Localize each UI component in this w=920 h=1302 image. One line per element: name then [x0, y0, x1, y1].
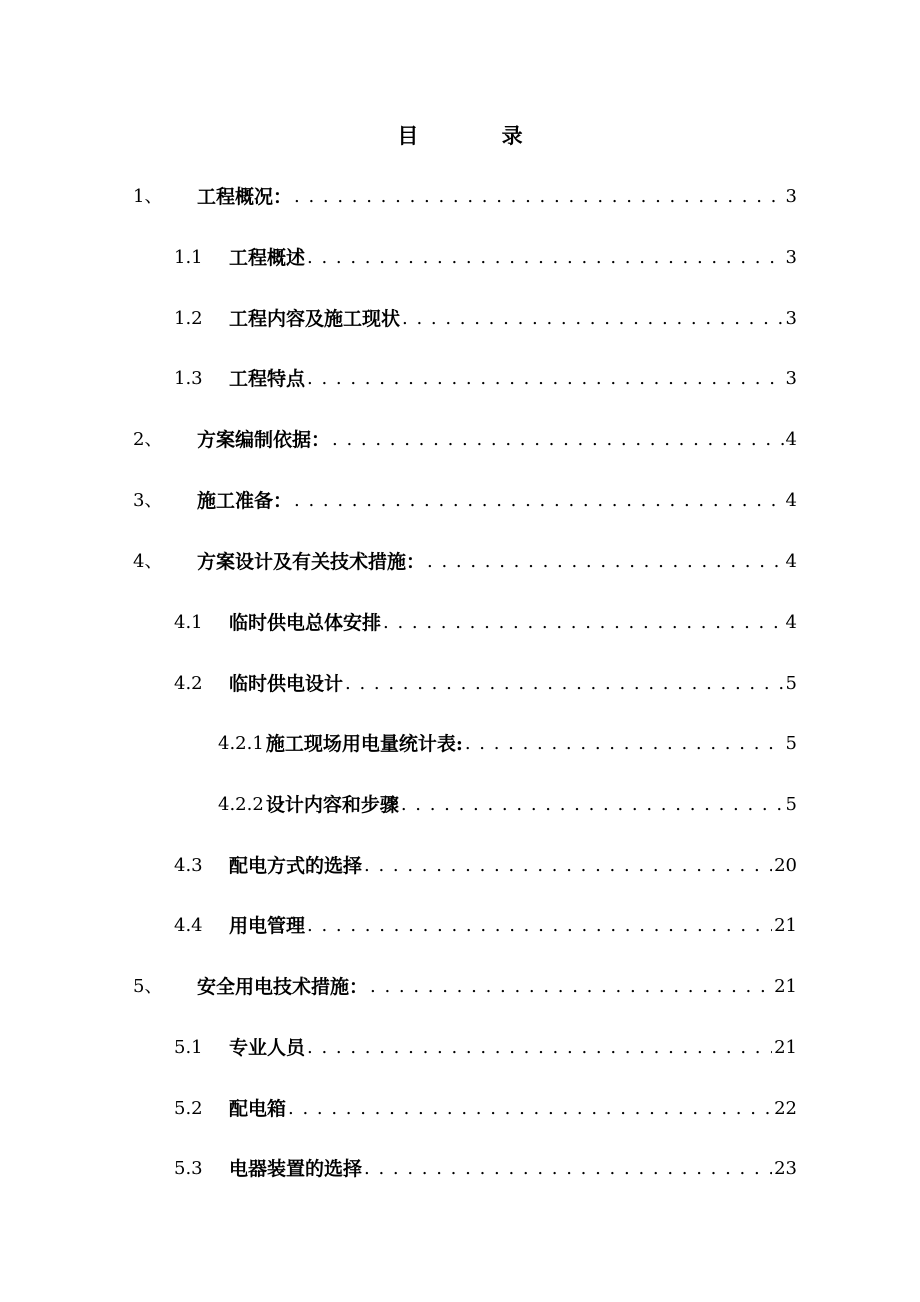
toc-entry-1-3[interactable]: [174, 362, 797, 396]
toc-dot-leader: [307, 909, 772, 943]
toc-entry-5-1[interactable]: [174, 1031, 797, 1065]
toc-entry-4[interactable]: [133, 545, 797, 579]
toc-entry-1-1[interactable]: [174, 241, 797, 275]
toc-page-number: 21: [774, 1037, 797, 1058]
toc-dot-leader: [307, 1031, 772, 1065]
toc-entry-title: 工程概述: [229, 247, 306, 269]
toc-entry-number: 4、: [133, 551, 163, 572]
toc-dot-leader: [294, 180, 784, 214]
toc-dot-leader: [383, 606, 784, 640]
toc-entry-number: 4.3: [174, 855, 203, 876]
toc-dot-leader: [332, 423, 784, 457]
toc-entry-title: 施工现场用电量统计表:: [265, 733, 463, 755]
toc-entry-number: 4.2: [174, 673, 203, 694]
toc-dot-leader: [364, 849, 772, 883]
toc-dot-leader: [307, 362, 784, 396]
toc-entry-4-1[interactable]: [174, 606, 797, 640]
toc-dot-leader: [402, 302, 784, 336]
toc-entry-5[interactable]: [133, 970, 797, 1004]
toc-page-number: 23: [774, 1158, 797, 1179]
toc-entry-number: 5、: [133, 976, 163, 997]
toc-entry-3[interactable]: [133, 484, 797, 518]
toc-entry-1-2[interactable]: [174, 302, 797, 336]
toc-dot-leader: [427, 545, 784, 579]
toc-page-number: 4: [785, 551, 797, 572]
toc-entry-title: 方案设计及有关技术措施：: [197, 551, 426, 573]
toc-page-number: 4: [785, 429, 797, 450]
toc-entry-4-2[interactable]: [174, 667, 797, 701]
toc-entry-number: 1.2: [174, 308, 203, 329]
toc-entry-title: 方案编制依据：: [197, 429, 331, 451]
toc-entry-4-3[interactable]: [174, 849, 797, 883]
toc-entry-title: 工程内容及施工现状: [229, 308, 401, 330]
toc-page-number: 5: [785, 673, 797, 694]
toc-entry-5-3[interactable]: [174, 1152, 797, 1186]
toc-entry-4-2-1[interactable]: [218, 727, 797, 761]
toc-page-number: 5: [785, 733, 797, 754]
toc-entry-4-4[interactable]: [174, 909, 797, 943]
toc-entry-5-2[interactable]: [174, 1092, 797, 1126]
toc-page-number: 4: [785, 490, 797, 511]
toc-page-number: 3: [785, 186, 797, 207]
toc-entry-number: 5.3: [174, 1158, 203, 1179]
toc-entry-title: 临时供电设计: [229, 673, 344, 695]
toc-entry-title: 用电管理: [229, 915, 306, 937]
toc-entry-4-2-2[interactable]: [218, 788, 797, 822]
toc-entry-title: 工程特点: [229, 368, 306, 390]
toc-entry-number: 2、: [133, 429, 163, 450]
toc-entry-title: 专业人员: [229, 1037, 306, 1059]
toc-entry-number: 1.1: [174, 247, 203, 268]
toc-page-number: 21: [774, 915, 797, 936]
toc-page-number: 22: [774, 1098, 797, 1119]
toc-page-number: 3: [785, 308, 797, 329]
toc-entry-title: 施工准备：: [197, 490, 293, 512]
toc-entry-number: 4.1: [174, 612, 203, 633]
toc-entry-number: 4.2.2: [218, 794, 264, 815]
toc-entry-1[interactable]: [133, 180, 797, 214]
toc-page-number: 5: [785, 794, 797, 815]
toc-heading: 目 录: [397, 123, 561, 148]
toc-entry-title: 工程概况：: [197, 186, 293, 208]
toc-page-number: 4: [785, 612, 797, 633]
toc-page-number: 21: [774, 976, 797, 997]
toc-entry-2[interactable]: [133, 423, 797, 457]
toc-dot-leader: [345, 667, 784, 701]
toc-entry-title: 配电方式的选择: [229, 855, 363, 877]
toc-entry-number: 5.1: [174, 1037, 203, 1058]
toc-entry-number: 5.2: [174, 1098, 203, 1119]
toc-page-number: 20: [774, 855, 797, 876]
toc-entry-title: 配电箱: [229, 1098, 287, 1120]
toc-entry-title: 临时供电总体安排: [229, 612, 382, 634]
toc-entry-title: 电器装置的选择: [229, 1158, 363, 1180]
toc-dot-leader: [294, 484, 784, 518]
toc-page-number: 3: [785, 247, 797, 268]
toc-dot-leader: [465, 727, 784, 761]
toc-entry-number: 4.2.1: [218, 733, 264, 754]
toc-entry-number: 1.3: [174, 368, 203, 389]
toc-dot-leader: [288, 1092, 772, 1126]
toc-page-number: 3: [785, 368, 797, 389]
toc-dot-leader: [364, 1152, 772, 1186]
toc-dot-leader: [401, 788, 784, 822]
toc-entry-title: 安全用电技术措施：: [197, 976, 369, 998]
toc-dot-leader: [307, 241, 784, 275]
toc-entry-number: 4.4: [174, 915, 203, 936]
toc-dot-leader: [370, 970, 772, 1004]
toc-entry-number: 3、: [133, 490, 163, 511]
toc-entry-title: 设计内容和步骤: [265, 794, 399, 816]
toc-entry-number: 1、: [133, 186, 163, 207]
